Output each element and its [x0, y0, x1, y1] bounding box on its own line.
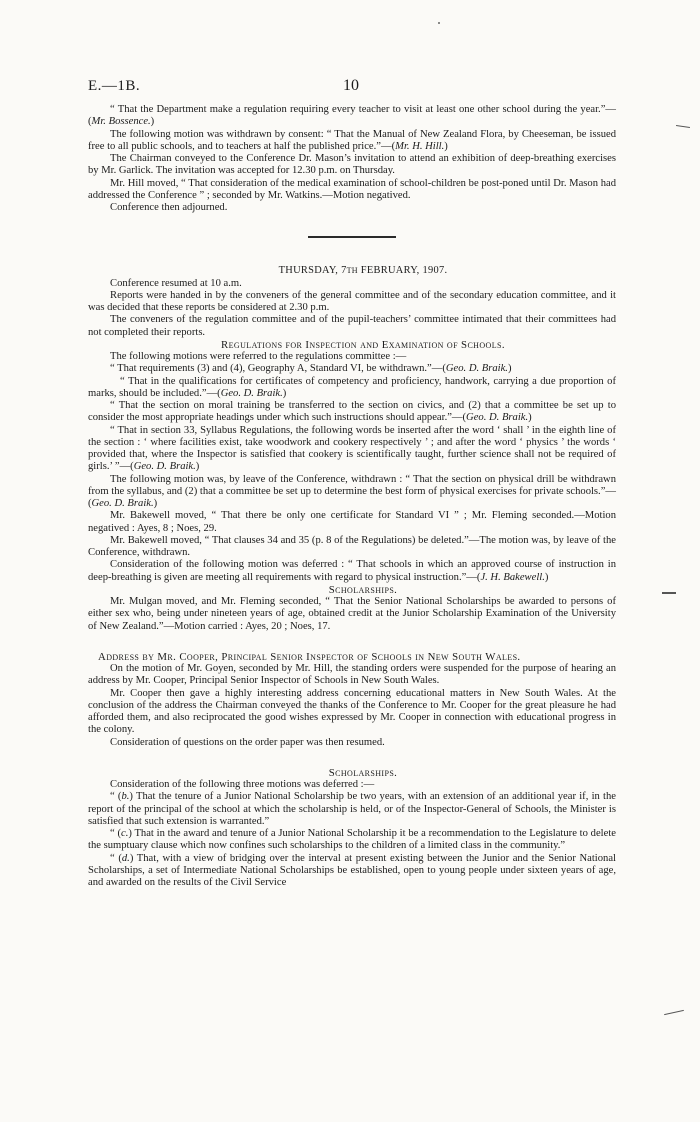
paragraph: “ (c.) That in the award and tenure of a Junior National Scholarship it be a recommendation to the Legislature to delete the sumptuary clause which now confines such scholarships to the children of a limited class in the community.” [88, 828, 616, 852]
margin-mark [664, 1010, 684, 1015]
section-divider [308, 236, 396, 238]
document-body [88, 104, 616, 889]
paragraph: Conference resumed at 10 a.m. [110, 277, 242, 289]
section-heading: Scholarships. [328, 583, 398, 596]
section-heading: Regulations for Inspection and Examination of Schools. [221, 338, 505, 351]
paragraph: “ That in the qualifications for certificates of competency and proficiency, handwork, carrying a due proportion of marks, should be included.”—(Geo. D. Braik.) [88, 375, 616, 399]
paragraph: “ That the section on moral training be transferred to the section on civics, and (2) that a committee be set up to consider the most appropriate headings under which such instructions should appear.”—(Geo. D. Braik.) [88, 400, 616, 424]
margin-mark [676, 125, 690, 128]
paragraph: Mr. Cooper then gave a highly interesting address concerning educational matters in New South Wales. At the conclusion of the address the Chairman conveyed the thanks of the Conference to Mr. Cooper for the great pleasure he had afforded them, and also reciprocated the good wishes expressed by Mr. Cooper in connection with educational progress in the colony. [88, 687, 616, 736]
paragraph: “ That the Department make a regulation requiring every teacher to visit at least one other school during the year.”—(Mr. Bossence.) [88, 104, 616, 128]
paragraph: Mr. Bakewell moved, “ That clauses 34 and 35 (p. 8 of the Regulations) be deleted.”—The motion was, by leave of the Conference, withdrawn. [88, 534, 616, 558]
section-heading: Scholarships. [328, 766, 398, 779]
paragraph: “ (d.) That, with a view of bridging over the interval at present existing between the Junior and the Senior National Scholarships, a set of Intermediate National Scholarships be established, open to young people under sixteen years of age, and awarded on the results of the Civil Service [88, 852, 616, 888]
paragraph: Consideration of the following motion was deferred : “ That schools in which an approved course of instruction in deep-breathing is given are meeting all requirements with regard to physical instruction.”—(J. H. Bakewell.) [88, 559, 616, 583]
paragraph: Conference then adjourned. [110, 202, 228, 213]
paragraph: “ (b.) That the tenure of a Junior National Scholarship be two years, with an extension of an additional year if, in the report of the principal of the school at which the scholarship is held, or of the Inspector-General of Schools, the Minister is satisfied that such extension is warranted.” [88, 791, 616, 827]
paragraph: Reports were handed in by the conveners of the general committee and of the secondary education committee, and it was decided that these reports be considered at 2.30 p.m. [88, 289, 616, 313]
paragraph: Mr. Hill moved, “ That consideration of the medical examination of school-children be post-poned until Dr. Mason had addressed the Conference ” ; seconded by Mr. Watkins.—Motion negatived. [88, 177, 616, 201]
margin-mark [662, 592, 676, 594]
paragraph: On the motion of Mr. Goyen, seconded by Mr. Hill, the standing orders were suspended for the purpose of hearing an address by Mr. Cooper, Principal Senior Inspector of Schools in New South Wales. [88, 663, 616, 687]
paragraph: Consideration of questions on the order paper was then resumed. [110, 736, 385, 748]
section-heading: Address by Mr. Cooper, Principal Senior Inspector of Schools in New South Wales. [98, 650, 521, 663]
paragraph: The following motion was withdrawn by consent: “ That the Manual of New Zealand Flora, by Cheeseman, be issued free to all public schools, and to teachers at half the published price.”—(Mr. H. Hill.) [88, 128, 616, 152]
paragraph: “ That in section 33, Syllabus Regulations, the following words be inserted after the word ‘ shall ’ in the eighth line of the section : ‘ where facilities exist, take woodwork and cookery respectively ’ ; and after the word ‘ physics ’ the words ‘ provided that, where the Inspector is satisfied that cookery is scientifically taught, further science shall not be required of girls.’ ”—(Geo. D. Braik.) [88, 424, 616, 473]
paragraph: The Chairman conveyed to the Conference Dr. Mason’s invitation to attend an exhibition of deep-breathing exercises by Mr. Garlick. The invitation was accepted for 12.30 p.m. on Thursday. [88, 153, 616, 177]
date-heading: THURSDAY, 7TH FEBRUARY, 1907. [278, 265, 448, 277]
paragraph: Mr. Bakewell moved, “ That there be only one certificate for Standard VI ” ; Mr. Fleming seconded.—Motion negatived : Ayes, 8 ; Noes, 29. [88, 510, 616, 534]
paragraph: The following motion was, by leave of the Conference, withdrawn : “ That the section on physical drill be withdrawn from the syllabus, and (2) that a committee be set up to determine the best form of physical exercises for private schools.”—(Geo. D. Braik.) [88, 473, 616, 509]
paragraph: Mr. Mulgan moved, and Mr. Fleming seconded, “ That the Senior National Scholarships be awarded to persons of either sex who, being under nineteen years of age, obtained credit at the Junior Scholarship Examination of the University of New Zealand.”—Motion carried : Ayes, 20 ; Noes, 17. [88, 596, 616, 632]
scan-speck [438, 22, 440, 24]
page-number: 10 [343, 77, 359, 94]
document-reference: E.—1B. [88, 78, 141, 94]
paragraph: The conveners of the regulation committee and of the pupil-teachers’ committee intimated that their committees had not completed their reports. [88, 314, 616, 338]
paragraph: The following motions were referred to the regulations committee :— [110, 351, 407, 362]
paragraph: “ That requirements (3) and (4), Geography A, Standard VI, be withdrawn.”—(Geo. D. Braik.) [110, 363, 512, 375]
paragraph: Consideration of the following three motions was deferred :— [110, 779, 375, 790]
page-header [88, 78, 608, 98]
